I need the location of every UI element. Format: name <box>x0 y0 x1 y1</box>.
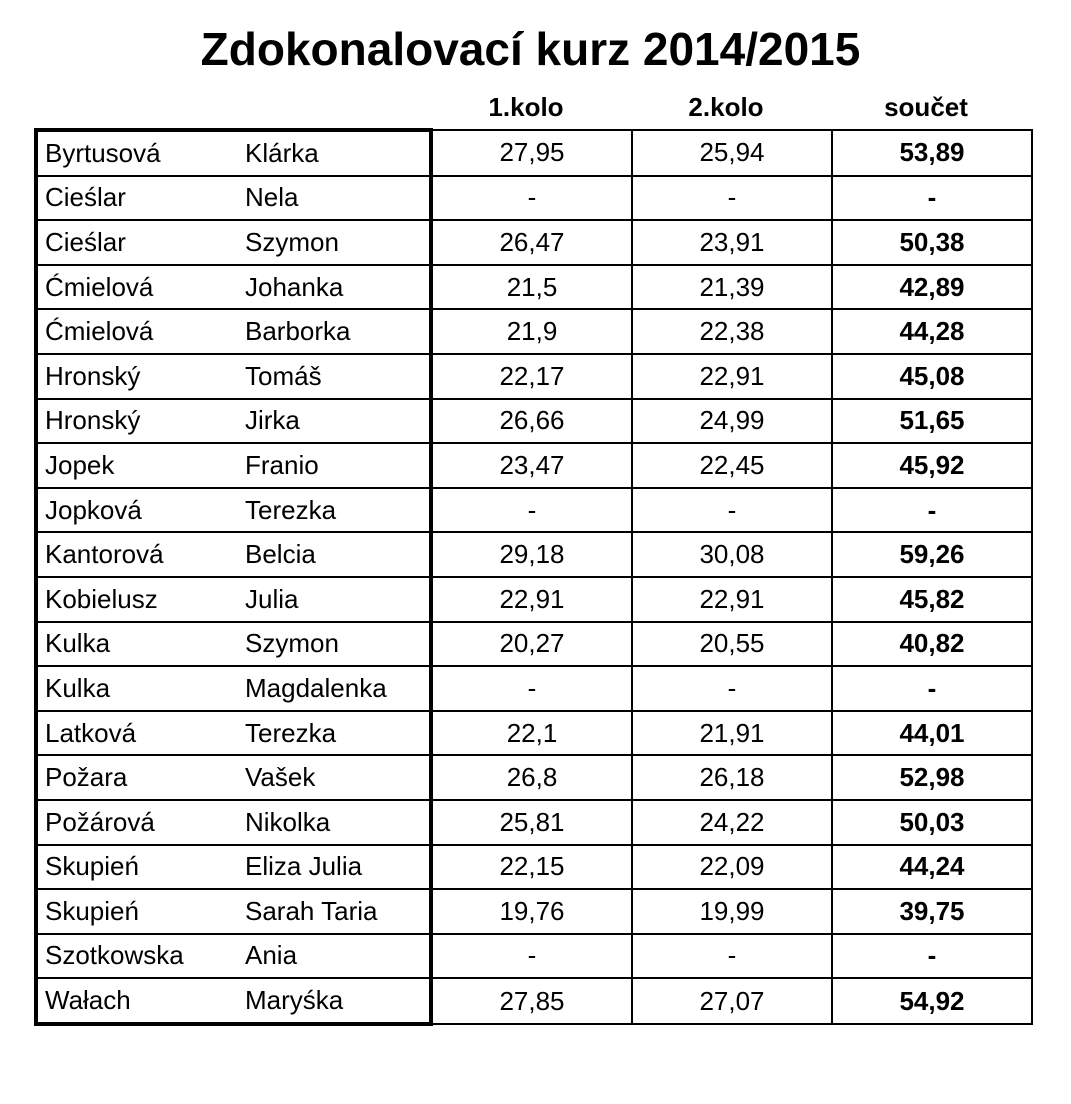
column-header-round2: 2.kolo <box>688 92 764 122</box>
round1-cell: 26,66 <box>431 399 632 444</box>
round1-cell: 21,5 <box>431 265 632 310</box>
first-name-cell: Ania <box>245 934 431 979</box>
round2-cell: 21,39 <box>632 265 832 310</box>
round2-cell: 22,09 <box>632 845 832 890</box>
first-name-cell: Nikolka <box>245 800 431 845</box>
total-cell: 52,98 <box>832 755 1032 800</box>
first-name-cell: Barborka <box>245 309 431 354</box>
round1-cell: 25,81 <box>431 800 632 845</box>
first-name-cell: Julia <box>245 577 431 622</box>
first-name-cell: Eliza Julia <box>245 845 431 890</box>
total-cell: 45,92 <box>832 443 1032 488</box>
total-cell: 53,89 <box>832 130 1032 176</box>
table-row <box>36 666 1032 711</box>
total-cell: - <box>832 666 1032 711</box>
round1-cell: 22,1 <box>431 711 632 756</box>
table-row <box>36 978 1032 1024</box>
table-row <box>36 934 1032 979</box>
round1-cell: 22,17 <box>431 354 632 399</box>
total-cell: 39,75 <box>832 889 1032 934</box>
round2-cell: 22,38 <box>632 309 832 354</box>
results-table-body <box>36 130 1032 1024</box>
total-cell: 45,08 <box>832 354 1032 399</box>
round1-cell: - <box>431 934 632 979</box>
round1-cell: 27,95 <box>431 130 632 176</box>
table-row <box>36 532 1032 577</box>
first-name-cell: Terezka <box>245 711 431 756</box>
table-row <box>36 265 1032 310</box>
total-cell: 42,89 <box>832 265 1032 310</box>
total-cell: 50,03 <box>832 800 1032 845</box>
round1-cell: 19,76 <box>431 889 632 934</box>
total-cell: 59,26 <box>832 532 1032 577</box>
table-row <box>36 130 1032 176</box>
surname-cell: Ćmielová <box>36 309 245 354</box>
table-row <box>36 220 1032 265</box>
table-row <box>36 399 1032 444</box>
surname-cell: Hronský <box>36 399 245 444</box>
surname-cell: Ćmielová <box>36 265 245 310</box>
results-table <box>34 128 1033 1026</box>
surname-cell: Kobielusz <box>36 577 245 622</box>
table-row <box>36 800 1032 845</box>
table-row <box>36 577 1032 622</box>
round2-cell: 24,22 <box>632 800 832 845</box>
round2-cell: - <box>632 176 832 221</box>
table-row <box>36 845 1032 890</box>
surname-cell: Kantorová <box>36 532 245 577</box>
surname-cell: Jopek <box>36 443 245 488</box>
round1-cell: 22,91 <box>431 577 632 622</box>
round2-cell: 30,08 <box>632 532 832 577</box>
surname-cell: Szotkowska <box>36 934 245 979</box>
round1-cell: 26,8 <box>431 755 632 800</box>
table-row <box>36 622 1032 667</box>
round2-cell: 27,07 <box>632 978 832 1024</box>
surname-cell: Kulka <box>36 666 245 711</box>
surname-cell: Wałach <box>36 978 245 1024</box>
round2-cell: 20,55 <box>632 622 832 667</box>
total-cell: - <box>832 176 1032 221</box>
surname-cell: Hronský <box>36 354 245 399</box>
surname-cell: Byrtusová <box>36 130 245 176</box>
total-cell: - <box>832 934 1032 979</box>
first-name-cell: Johanka <box>245 265 431 310</box>
surname-cell: Latková <box>36 711 245 756</box>
table-row <box>36 176 1032 221</box>
surname-cell: Cieślar <box>36 220 245 265</box>
total-cell: 44,28 <box>832 309 1032 354</box>
column-header-total: součet <box>884 92 968 122</box>
table-row <box>36 309 1032 354</box>
round1-cell: - <box>431 666 632 711</box>
round2-cell: 22,45 <box>632 443 832 488</box>
first-name-cell: Maryśka <box>245 978 431 1024</box>
table-row <box>36 354 1032 399</box>
round2-cell: 23,91 <box>632 220 832 265</box>
first-name-cell: Franio <box>245 443 431 488</box>
round2-cell: 21,91 <box>632 711 832 756</box>
round1-cell: 21,9 <box>431 309 632 354</box>
total-cell: 51,65 <box>832 399 1032 444</box>
page-title: Zdokonalovací kurz 2014/2015 <box>200 23 861 75</box>
round1-cell: 23,47 <box>431 443 632 488</box>
first-name-cell: Klárka <box>245 130 431 176</box>
first-name-cell: Tomáš <box>245 354 431 399</box>
total-cell: 40,82 <box>832 622 1032 667</box>
table-row <box>36 889 1032 934</box>
first-name-cell: Magdalenka <box>245 666 431 711</box>
surname-cell: Cieślar <box>36 176 245 221</box>
round1-cell: - <box>431 176 632 221</box>
first-name-cell: Belcia <box>245 532 431 577</box>
total-cell: 50,38 <box>832 220 1032 265</box>
round1-cell: 20,27 <box>431 622 632 667</box>
surname-cell: Požara <box>36 755 245 800</box>
round1-cell: 27,85 <box>431 978 632 1024</box>
round1-cell: - <box>431 488 632 533</box>
first-name-cell: Nela <box>245 176 431 221</box>
round1-cell: 29,18 <box>431 532 632 577</box>
surname-cell: Jopková <box>36 488 245 533</box>
total-cell: 44,24 <box>832 845 1032 890</box>
first-name-cell: Szymon <box>245 220 431 265</box>
first-name-cell: Terezka <box>245 488 431 533</box>
round1-cell: 26,47 <box>431 220 632 265</box>
round2-cell: 24,99 <box>632 399 832 444</box>
surname-cell: Skupień <box>36 889 245 934</box>
total-cell: 44,01 <box>832 711 1032 756</box>
first-name-cell: Sarah Taria <box>245 889 431 934</box>
round2-cell: 19,99 <box>632 889 832 934</box>
round2-cell: 26,18 <box>632 755 832 800</box>
total-cell: 54,92 <box>832 978 1032 1024</box>
surname-cell: Požárová <box>36 800 245 845</box>
round2-cell: 22,91 <box>632 354 832 399</box>
table-row <box>36 488 1032 533</box>
first-name-cell: Szymon <box>245 622 431 667</box>
table-row <box>36 755 1032 800</box>
column-header-round1: 1.kolo <box>488 92 564 122</box>
round2-cell: - <box>632 666 832 711</box>
table-row <box>36 711 1032 756</box>
first-name-cell: Vašek <box>245 755 431 800</box>
round2-cell: - <box>632 934 832 979</box>
round2-cell: 25,94 <box>632 130 832 176</box>
round2-cell: 22,91 <box>632 577 832 622</box>
surname-cell: Kulka <box>36 622 245 667</box>
total-cell: 45,82 <box>832 577 1032 622</box>
first-name-cell: Jirka <box>245 399 431 444</box>
round2-cell: - <box>632 488 832 533</box>
total-cell: - <box>832 488 1032 533</box>
surname-cell: Skupień <box>36 845 245 890</box>
round1-cell: 22,15 <box>431 845 632 890</box>
table-row <box>36 443 1032 488</box>
